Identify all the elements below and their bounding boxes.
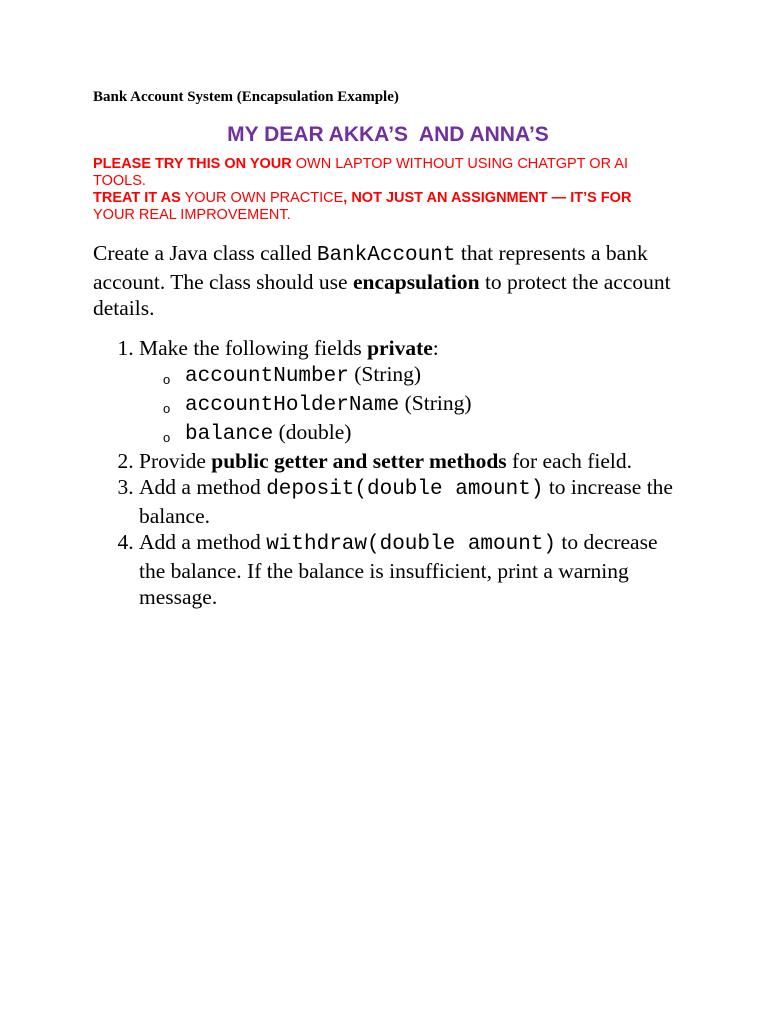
notice-line2-mid: YOUR OWN PRACTICE (180, 190, 344, 206)
field-type: (String) (399, 391, 472, 415)
intro-part2: that represents a bank account. The class should use (93, 241, 648, 294)
step-item-3 (139, 474, 683, 529)
step-item-4 (139, 529, 683, 610)
step-item-1 (139, 335, 683, 448)
notice-line1-rest: OWN LAPTOP WITHOUT USING CHATGPT OR AI TOOLS. (93, 156, 628, 189)
step2-suffix: for each field. (506, 449, 633, 473)
field-type: (String) (348, 362, 422, 386)
step3-text: Add a method (139, 475, 267, 499)
notice-line2-rest: YOUR REAL IMPROVEMENT. (93, 207, 291, 223)
greeting-heading: MY DEAR AKKA’S AND ANNA’S (227, 123, 549, 146)
steps-list (93, 335, 683, 610)
step2-bold: public getter and setter methods (211, 449, 507, 473)
field-type: (double) (273, 420, 352, 444)
intro-part1: Create a Java class called (93, 241, 317, 265)
step3-suffix: to increase the balance. (139, 475, 673, 528)
field-item (163, 419, 683, 448)
step4-suffix: to decrease the balance. If the balance is insufficient, print a warning message. (139, 530, 658, 609)
field-name: balance (185, 423, 274, 446)
step1-text: Make the following fields (139, 336, 368, 360)
intro-paragraph (93, 240, 673, 321)
step1-bold: private (367, 336, 433, 360)
notice-line2-bold2: , NOT JUST AN ASSIGNMENT — IT’S FOR (343, 190, 632, 206)
class-name-code: BankAccount (316, 244, 456, 267)
step4-text: Add a method (139, 530, 267, 554)
withdraw-method-code: withdraw(double amount) (266, 533, 557, 556)
circle-bullet-icon: o (163, 372, 171, 387)
encapsulation-keyword: encapsulation (352, 270, 480, 294)
fields-list (139, 361, 683, 448)
notice-text (93, 156, 673, 224)
field-name: accountHolderName (185, 394, 400, 417)
step2-text: Provide (139, 449, 212, 473)
intro-part3: to protect the account details. (93, 270, 671, 320)
field-name: accountNumber (185, 365, 349, 388)
step1-suffix: : (432, 336, 439, 360)
deposit-method-code: deposit(double amount) (266, 478, 544, 501)
circle-bullet-icon: o (163, 430, 171, 445)
step-item-2 (139, 448, 683, 474)
field-item (163, 361, 683, 390)
notice-line2-bold: TREAT IT AS (93, 190, 181, 206)
document-page (93, 86, 683, 610)
document-title: Bank Account System (Encapsulation Example) (93, 89, 399, 105)
notice-line1-bold: PLEASE TRY THIS ON YOUR (93, 156, 292, 172)
circle-bullet-icon: o (163, 401, 171, 416)
field-item (163, 390, 683, 419)
